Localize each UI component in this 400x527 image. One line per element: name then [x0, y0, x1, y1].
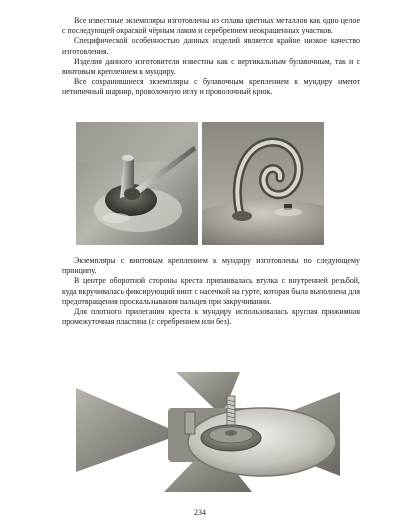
screw-back-cross-photo: [72, 372, 344, 492]
wire-pin-hinge-photo: [76, 122, 198, 245]
page-number: 234: [194, 508, 206, 517]
paragraph: Все сохранившиеся экземпляры с булавочным креплением к мундиру имеют нетипичный шарнир, проволочную иглу и проволочный крюк.: [62, 77, 360, 97]
intro-text-block: [62, 16, 360, 98]
paragraph: В центре оборотной стороны креста припаивалась втулка с внутренней резьбой, куда вкручивалась фиксирующий винт с насечкой на гурте, которая была выполнена для предотвращения проскальзывания пальцев при закручивании.: [62, 276, 361, 306]
paragraph: Для плотного прилегания креста к мундиру использовалась круглая прижимная промежуточная пластина (с серебрением или без).: [62, 307, 360, 327]
paragraph: Все известные экземпляры изготовлены из сплава цветных металлов как одно целое с последующей окраской чёрным лаком и серебрением неокрашенных участков.: [62, 16, 360, 36]
paragraph: Специфической особенностью данных изделий является крайне низкое качество изготовления.: [62, 36, 360, 56]
screw-fastening-text-block: [62, 256, 360, 327]
paragraph: Экземпляры с винтовым креплением к мундиру изготовлены по следующему принципу.: [62, 256, 360, 276]
wire-hook-photo: [202, 122, 324, 245]
paragraph: Изделия данного изготовителя известны как с вертикальным булавочным, так и с винтовым креплением к мундиру.: [62, 56, 360, 77]
